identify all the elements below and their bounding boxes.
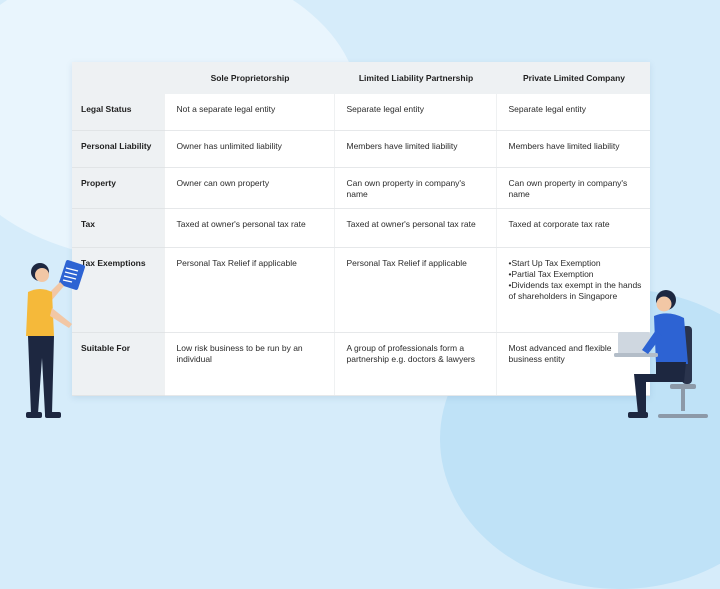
row-label: Suitable For (72, 333, 164, 396)
column-header-sole-proprietorship: Sole Proprietorship (164, 62, 334, 94)
header-corner (72, 62, 164, 94)
table-cell: Members have limited liability (334, 131, 496, 168)
table-row (72, 248, 650, 333)
table-cell: Personal Tax Relief if applicable (164, 248, 334, 333)
table-cell: Can own property in company's name (334, 168, 496, 209)
table-cell: Low risk business to be run by an individual (164, 333, 334, 396)
comparison-table-card (72, 62, 650, 396)
table-cell: Can own property in company's name (496, 168, 650, 209)
table-row (72, 94, 650, 131)
table-cell: Most advanced and flexible business entity (496, 333, 650, 396)
table-cell: Separate legal entity (496, 94, 650, 131)
table-cell: Owner can own property (164, 168, 334, 209)
table-cell: Separate legal entity (334, 94, 496, 131)
table-cell: Personal Tax Relief if applicable (334, 248, 496, 333)
list-item: • Partial Tax Exemption (509, 269, 643, 280)
table-cell: Members have limited liability (496, 131, 650, 168)
row-label: Tax (72, 209, 164, 248)
table-row (72, 333, 650, 396)
table-cell: Taxed at owner's personal tax rate (334, 209, 496, 248)
list-item: • Start Up Tax Exemption (509, 258, 643, 269)
table-cell: A group of professionals form a partnership e.g. doctors & lawyers (334, 333, 496, 396)
row-label: Legal Status (72, 94, 164, 131)
man-with-laptop-illustration (612, 286, 712, 426)
table-row (72, 209, 650, 248)
column-header-llp: Limited Liability Partnership (334, 62, 496, 94)
table-cell: Not a separate legal entity (164, 94, 334, 131)
row-label: Property (72, 168, 164, 209)
table-cell: Owner has unlimited liability (164, 131, 334, 168)
table-cell: Taxed at corporate tax rate (496, 209, 650, 248)
row-label: Personal Liability (72, 131, 164, 168)
list-item: • Dividends tax exempt in the hands of shareholders in Singapore (509, 280, 643, 302)
woman-with-document-illustration (14, 258, 94, 424)
table-row (72, 168, 650, 209)
column-header-private-limited: Private Limited Company (496, 62, 650, 94)
table-header-row (72, 62, 650, 94)
comparison-table (72, 62, 650, 396)
table-row (72, 131, 650, 168)
table-cell: Taxed at owner's personal tax rate (164, 209, 334, 248)
row-label: Tax Exemptions (72, 248, 164, 333)
